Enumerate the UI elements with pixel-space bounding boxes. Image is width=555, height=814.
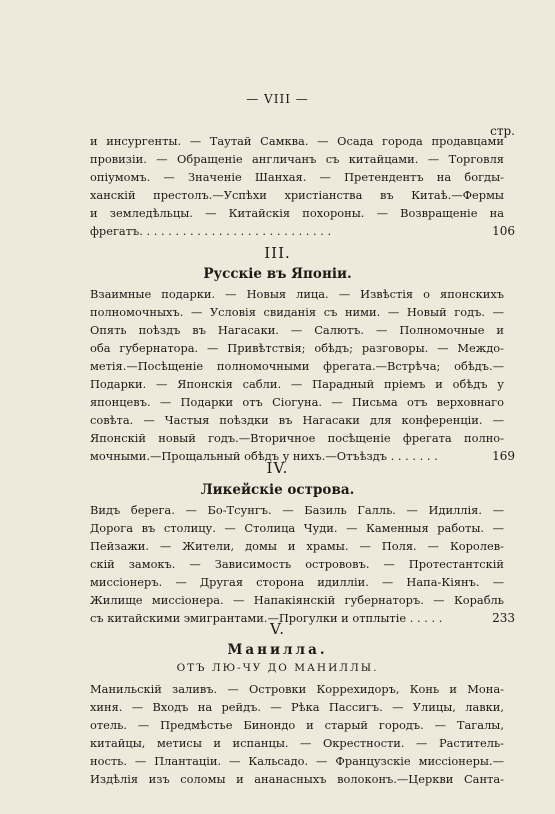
chapter-contents-text [90, 285, 504, 465]
chapter-numeral: IV. [266, 459, 289, 477]
text-line: опіумомъ. — Значеніе Шанхая. — Претендентъ на богды- [90, 170, 504, 184]
text-line: провизіи. — Обращеніе англичанъ съ китайцами. — Торговля [90, 152, 504, 166]
page-number: 106 [492, 224, 515, 238]
text-line: Опять поѣздъ въ Нагасаки. — Салютъ. — Полномочные и [90, 323, 504, 337]
text-line: миссіонеръ. — Другая сторона идилліи. — Напа-Кіянъ. — [90, 575, 504, 589]
text-line: совѣта. — Частыя поѣздки въ Нагасаки для конференціи. — [90, 413, 504, 427]
text-line: Видъ берега. — Бо-Тсунгъ. — Базиль Галль. — Идиллія. — [90, 503, 504, 517]
section-continuation-text [90, 132, 504, 240]
chapter-title: Русскіе въ Японіи. [203, 266, 352, 282]
text-line: хиня. — Входъ на рейдъ. — Рѣка Пассигъ. — Улицы, лавки, [90, 700, 504, 714]
chapter-contents-text [90, 501, 504, 627]
text-line: мочными.—Прощальный обѣдъ у нихъ.—Отъѣздъ . . . . . . . [90, 449, 438, 463]
text-line: Жилище миссіонера. — Напакіянскій губернаторъ. — Корабль [90, 593, 504, 607]
chapter-title: Манилла. [227, 642, 328, 658]
text-line: полномочныхъ. — Условія свиданія съ ними. — Новый годъ. — [90, 305, 504, 319]
text-line: Издѣлія изъ соломы и ананасныхъ волоконъ.—Церкви Санта- [90, 772, 504, 786]
text-line: ханскій престолъ.—Успѣхи христіанства въ Китаѣ.—Фермы [90, 188, 504, 202]
text-line: скій замокъ. — Зависимость острововъ. — Протестантскій [90, 557, 504, 571]
text-line: оба губернатора. — Привѣтствія; обѣдъ; разговоры. — Междо- [90, 341, 504, 355]
text-line: китайцы, метисы и испанцы. — Окрестности. — Раститель- [90, 736, 504, 750]
text-line: отель. — Предмѣстье Бинондо и старый городъ. — Тагалы, [90, 718, 504, 732]
chapter-contents-text [90, 680, 504, 788]
text-line: метія.—Посѣщеніе полномочными фрегата.—Встрѣча; обѣдъ.— [90, 359, 504, 373]
page-number: 169 [492, 449, 515, 463]
text-line: и инсургенты. — Таутай Самква. — Осада города продавцами [90, 134, 504, 148]
chapter-subtitle: ОТЪ ЛЮ-ЧУ ДО МАНИЛЛЫ. [176, 662, 379, 674]
text-line: японцевъ. — Подарки отъ Сіогуна. — Письма отъ верховнаго [90, 395, 504, 409]
chapter-title: Ликейскіе острова. [200, 482, 355, 498]
text-line: и земледѣльцы. — Китайскія похороны. — Возвращеніе на [90, 206, 504, 220]
text-line: Пейзажи. — Жители, домы и храмы. — Поля. — Королев- [90, 539, 504, 553]
text-line: Подарки. — Японскія сабли. — Парадный пріемъ и обѣдъ у [90, 377, 504, 391]
text-line: фрегатъ. . . . . . . . . . . . . . . . . . . . . . . . . . . [90, 224, 332, 238]
chapter-numeral: III. [264, 244, 291, 262]
text-line: ность. — Плантаціи. — Кальсадо. — Французскіе миссіонеры.— [90, 754, 504, 768]
page-folio: — VIII — [246, 92, 309, 106]
text-line: Дорога въ столицу. — Столица Чуди. — Каменныя работы. — [90, 521, 504, 535]
text-line: съ китайскими эмигрантами.—Прогулки и отплытіе . . . . . [90, 611, 443, 625]
chapter-numeral: V. [270, 620, 285, 638]
text-line: Японскій новый годъ.—Вторичное посѣщеніе фрегата полно- [90, 431, 504, 445]
page-column-label: стр. [490, 124, 515, 138]
page-number: 233 [492, 611, 515, 625]
text-line: Манильскій заливъ. — Островки Коррехидоръ, Конь и Мона- [90, 682, 504, 696]
text-line: Взаимные подарки. — Новыя лица. — Извѣстія о японскихъ [90, 287, 504, 301]
